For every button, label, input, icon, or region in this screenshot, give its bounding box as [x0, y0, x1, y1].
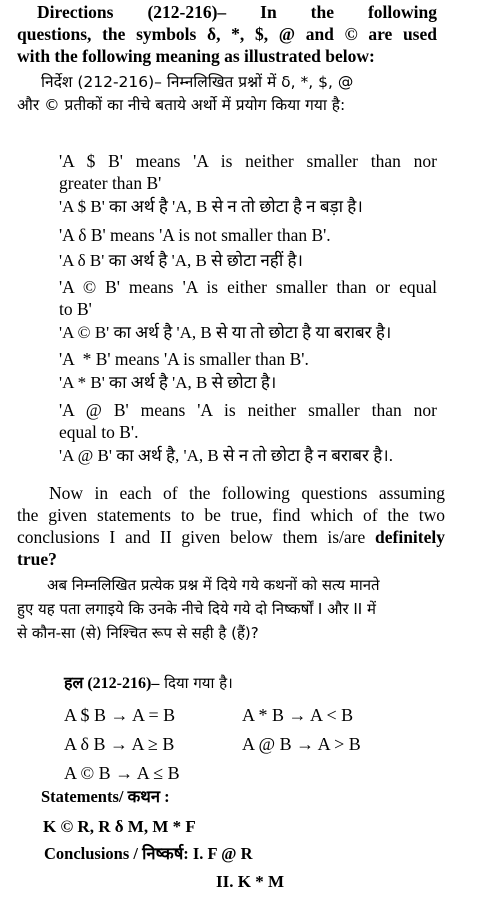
- question-en-line3-text: conclusions I and II given below them is/are: [17, 527, 375, 547]
- directions-hi: [17, 71, 437, 117]
- rule-at: A @ B → A > B: [242, 734, 361, 754]
- meaning-hi: 'A @ B' का अर्थ है, 'A, B से न तो छोटा है न बराबर है।.: [59, 446, 393, 465]
- question-en-line3: [17, 526, 445, 548]
- question-en-line2: the given statements to be true, find which of the two: [17, 505, 445, 525]
- meaning-hi: 'A $ B' का अर्थ है 'A, B से न तो छोटा है न बड़ा है।: [59, 197, 363, 216]
- meaning-en-line: 'A δ B' means 'A is not smaller than B'.: [59, 225, 331, 245]
- meaning-item: [59, 399, 437, 443]
- directions-en-line3: with the following meaning as illustrated below:: [17, 46, 375, 66]
- meaning-en-line: 'A * B' means 'A is smaller than B'.: [59, 349, 309, 369]
- question-en-emphasis: definitely: [375, 527, 445, 547]
- question-en-line1: Now in each of the following questions assuming: [49, 483, 445, 503]
- meaning-item: [59, 276, 437, 320]
- question-en-line4: true?: [17, 549, 57, 569]
- rule-star: A * B → A < B: [242, 705, 354, 725]
- meaning-en-line: to B': [59, 299, 92, 319]
- conclusions-label: Conclusions / निष्कर्ष:: [44, 844, 189, 863]
- meaning-en-line: 'A © B' means 'A is either smaller than or equal: [59, 277, 437, 297]
- rule-delta: A δ B → A ≥ B: [64, 734, 175, 754]
- question-hi-line2: हुए यह पता लगाइये कि उनके नीचे दिये गये दो निष्कर्षों I और II में: [17, 600, 376, 618]
- conclusion-1: I. F @ R: [188, 844, 253, 863]
- meaning-item: [59, 150, 437, 194]
- rule-copyright: A © B → A ≤ B: [64, 763, 180, 783]
- conclusions-row: [44, 843, 253, 865]
- meaning-hi: 'A * B' का अर्थ है 'A, B से छोटा है।: [59, 373, 277, 392]
- question-en: [17, 482, 445, 570]
- statements-label: Statements/ कथन :: [41, 787, 170, 806]
- question-hi-line1: अब निम्नलिखित प्रत्येक प्रश्न में दिये गये कथनों को सत्य मानते: [47, 576, 380, 594]
- rule-dollar: A $ B → A = B: [64, 705, 176, 725]
- solution-title: [64, 672, 233, 695]
- meaning-en-line: 'A $ B' means 'A is neither smaller than nor: [59, 151, 437, 171]
- meaning-hi: 'A © B' का अर्थ है 'A, B से या तो छोटा है या बराबर है।: [59, 323, 392, 342]
- directions-hi-line2: और © प्रतीकों का नीचे बताये अर्थो में प्रयोग किया गया है:: [17, 96, 346, 114]
- directions-en-line1: Directions (212-216)– In the following: [37, 2, 437, 22]
- solution-title-rest: दिया गया है।: [159, 674, 233, 692]
- directions-en-line2: questions, the symbols δ, *, $, @ and © are used: [17, 24, 437, 44]
- meaning-hi: 'A δ B' का अर्थ है 'A, B से छोटा नहीं है।: [59, 251, 303, 270]
- directions-en: [17, 1, 437, 67]
- meaning-en-line: equal to B'.: [59, 422, 139, 442]
- directions-hi-line1: निर्देश (212-216)– निम्नलिखित प्रश्नों में δ, *, $, @: [41, 73, 354, 91]
- meaning-en-line: 'A @ B' means 'A is neither smaller than nor: [59, 400, 437, 420]
- question-hi: [17, 573, 445, 645]
- statement-text: K © R, R δ M, M * F: [43, 817, 196, 836]
- solution-title-bold: हल (212-216)–: [64, 675, 160, 692]
- question-hi-line3: से कौन-सा (से) निश्चित रूप से सही है (हैं)?: [17, 624, 259, 642]
- meaning-en-line: greater than B': [59, 173, 162, 193]
- conclusion-2: II. K * M: [216, 872, 284, 891]
